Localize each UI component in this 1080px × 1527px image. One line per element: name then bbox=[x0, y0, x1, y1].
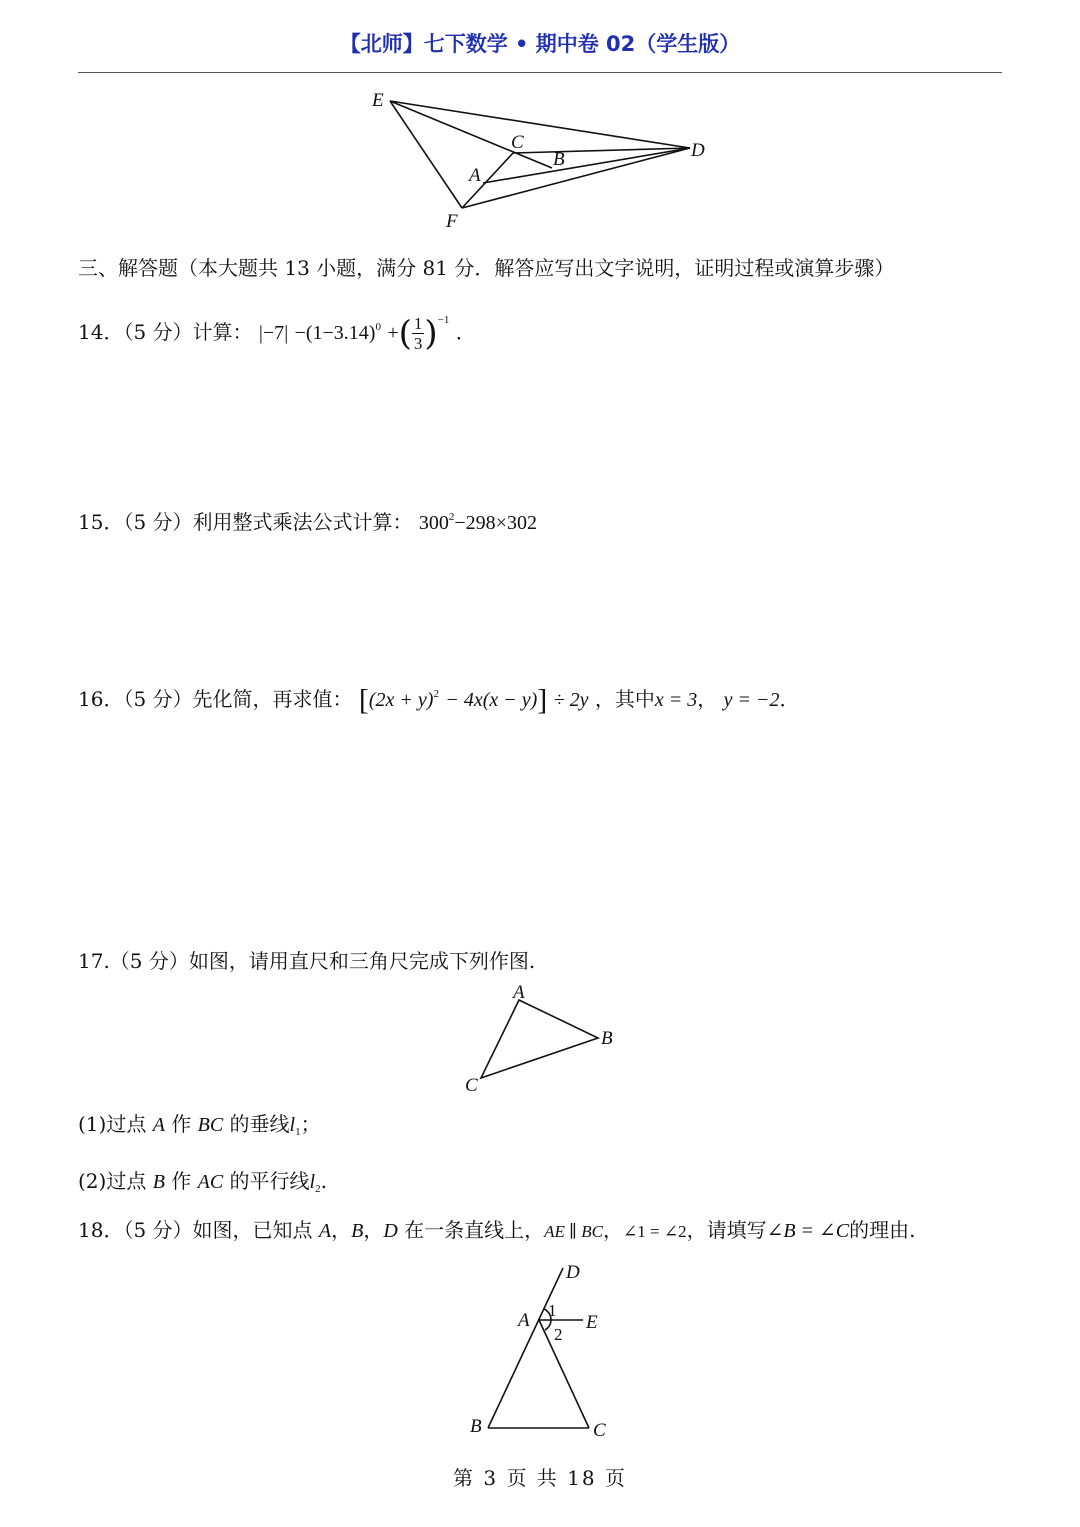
q14-exponent-neg1: −1 bbox=[437, 314, 450, 326]
q17-sub1-point-A: A bbox=[152, 1114, 165, 1136]
q17-sub1-end: ； bbox=[300, 1112, 321, 1136]
label-B: B bbox=[553, 149, 565, 170]
q17-subquestion-2 bbox=[78, 1169, 327, 1195]
q16-expr-part2: − 4x(x − y) bbox=[445, 689, 538, 711]
q17-subquestion-1 bbox=[78, 1112, 321, 1138]
triangle-ABC bbox=[481, 1000, 598, 1078]
q17-sub2-end: . bbox=[320, 1169, 327, 1193]
q16-x-condition: x = 3 bbox=[654, 689, 698, 711]
q17-sub2-line-l: l bbox=[309, 1171, 316, 1193]
angle-2-label: 2 bbox=[554, 1325, 563, 1344]
label-C: C bbox=[593, 1420, 606, 1441]
q14-plus: + bbox=[387, 322, 399, 344]
question-15 bbox=[78, 512, 537, 533]
segment-AC bbox=[539, 1320, 589, 1428]
q18-point-D: D bbox=[383, 1220, 398, 1242]
question-14 bbox=[78, 312, 476, 354]
question-18 bbox=[78, 1220, 916, 1241]
q14-abs-value: −7 bbox=[262, 322, 285, 344]
q17-sub1-text-a: (1)过点 bbox=[78, 1112, 153, 1136]
q17-sub2-text-a: (2)过点 bbox=[78, 1169, 153, 1193]
q14-fraction bbox=[412, 315, 425, 352]
segment-FD bbox=[462, 148, 690, 208]
q16-lead: 16．（5 分）先化简，再求值： bbox=[78, 687, 353, 711]
q18-lead: 18．（5 分）如图，已知点 bbox=[78, 1218, 319, 1242]
label-B: B bbox=[601, 1028, 613, 1049]
angle-1-label: 1 bbox=[548, 1301, 557, 1320]
q17-sub1-line-l: l bbox=[289, 1114, 296, 1136]
label-D: D bbox=[691, 140, 705, 161]
q16-bracket-open: [ bbox=[358, 683, 369, 717]
q18-angle-condition: ∠1 = ∠2 bbox=[623, 1222, 687, 1241]
q14-frac-denominator: 3 bbox=[413, 334, 423, 353]
q16-separator: ， bbox=[697, 687, 718, 711]
label-F: F bbox=[446, 211, 458, 232]
section-heading: 三、解答题（本大题共 13 小题，满分 81 分．解答应写出文字说明，证明过程或演算步骤） bbox=[78, 256, 895, 280]
segment-ED bbox=[390, 101, 690, 148]
q15-base: 300 bbox=[418, 512, 449, 534]
q17-sub2-text-c: 的平行线 bbox=[223, 1169, 310, 1193]
label-E: E bbox=[586, 1312, 598, 1333]
q18-comma-3: ， bbox=[603, 1218, 623, 1242]
angle-2-arc bbox=[545, 1320, 551, 1330]
q18-mid-text: 在一条直线上， bbox=[397, 1218, 545, 1242]
q18-comma-1: ， bbox=[331, 1218, 352, 1242]
q16-end: ． bbox=[779, 687, 800, 711]
label-C: C bbox=[465, 1075, 478, 1096]
q17-sub1-text-c: 的垂线 bbox=[223, 1112, 290, 1136]
q17-sub1-text-b: 作 bbox=[164, 1112, 198, 1136]
q14-right-paren: ) bbox=[424, 313, 438, 354]
q15-lead: 15．（5 分）利用整式乘法公式计算： bbox=[78, 510, 413, 534]
q14-end: ． bbox=[455, 320, 476, 344]
q16-mid-text: ，其中 bbox=[594, 687, 655, 711]
q14-frac-numerator: 1 bbox=[413, 314, 423, 333]
q16-divide: ÷ 2y bbox=[553, 689, 589, 711]
q16-y-condition: y = −2 bbox=[723, 689, 780, 711]
q16-exponent: 2 bbox=[433, 688, 439, 700]
q18-claim: ∠B = ∠C bbox=[766, 1220, 850, 1242]
q17-sub1-line-index: 1 bbox=[295, 1126, 301, 1138]
q14-exponent-zero: 0 bbox=[375, 321, 381, 333]
q16-bracket-close: ] bbox=[537, 683, 548, 717]
q18-comma-2: ， bbox=[363, 1218, 384, 1242]
q14-paren-expr: (1−3.14) bbox=[305, 322, 376, 344]
figure-q18 bbox=[460, 1258, 640, 1448]
q17-sub1-segment-BC: BC bbox=[197, 1114, 224, 1136]
q17-sub2-segment-AC: AC bbox=[197, 1171, 224, 1193]
q14-minus: − bbox=[294, 322, 306, 344]
label-A: A bbox=[469, 165, 481, 186]
q14-lead: 14．（5 分）计算： bbox=[78, 320, 253, 344]
label-C: C bbox=[511, 132, 524, 153]
header-divider bbox=[78, 72, 1002, 73]
question-16 bbox=[78, 682, 799, 718]
figure-q13 bbox=[350, 84, 750, 244]
label-D: D bbox=[566, 1262, 580, 1283]
label-B: B bbox=[470, 1416, 482, 1437]
q18-mid-text-2: ，请填写 bbox=[686, 1218, 767, 1242]
q18-end: 的理由. bbox=[849, 1218, 916, 1242]
segment-EF bbox=[390, 101, 462, 208]
question-17: 17.（5 分）如图，请用直尺和三角尺完成下列作图. bbox=[78, 949, 536, 973]
q14-left-paren: ( bbox=[398, 313, 412, 354]
q14-abs-open: | bbox=[258, 322, 263, 344]
page-footer: 第 3 页 共 18 页 bbox=[453, 1466, 627, 1490]
q18-point-B: B bbox=[351, 1220, 364, 1242]
q17-sub2-point-B: B bbox=[152, 1171, 165, 1193]
q18-parallel-condition: AE ∥ BC bbox=[544, 1222, 603, 1241]
q14-abs-close: | bbox=[284, 322, 289, 344]
page-header-title: 【北师】七下数学 • 期中卷 02（学生版） bbox=[339, 32, 741, 56]
q15-exponent: 2 bbox=[448, 511, 455, 523]
q16-expr-part1: (2x + y) bbox=[368, 689, 434, 711]
q17-sub2-text-b: 作 bbox=[164, 1169, 198, 1193]
label-A: A bbox=[513, 982, 525, 1003]
q17-sub2-line-index: 2 bbox=[315, 1183, 321, 1195]
label-E: E bbox=[372, 90, 384, 111]
figure-q17 bbox=[455, 980, 625, 1100]
segment-EB bbox=[390, 101, 552, 168]
label-A: A bbox=[518, 1310, 530, 1331]
q18-point-A: A bbox=[318, 1220, 332, 1242]
q15-rest: −298×302 bbox=[454, 512, 537, 534]
